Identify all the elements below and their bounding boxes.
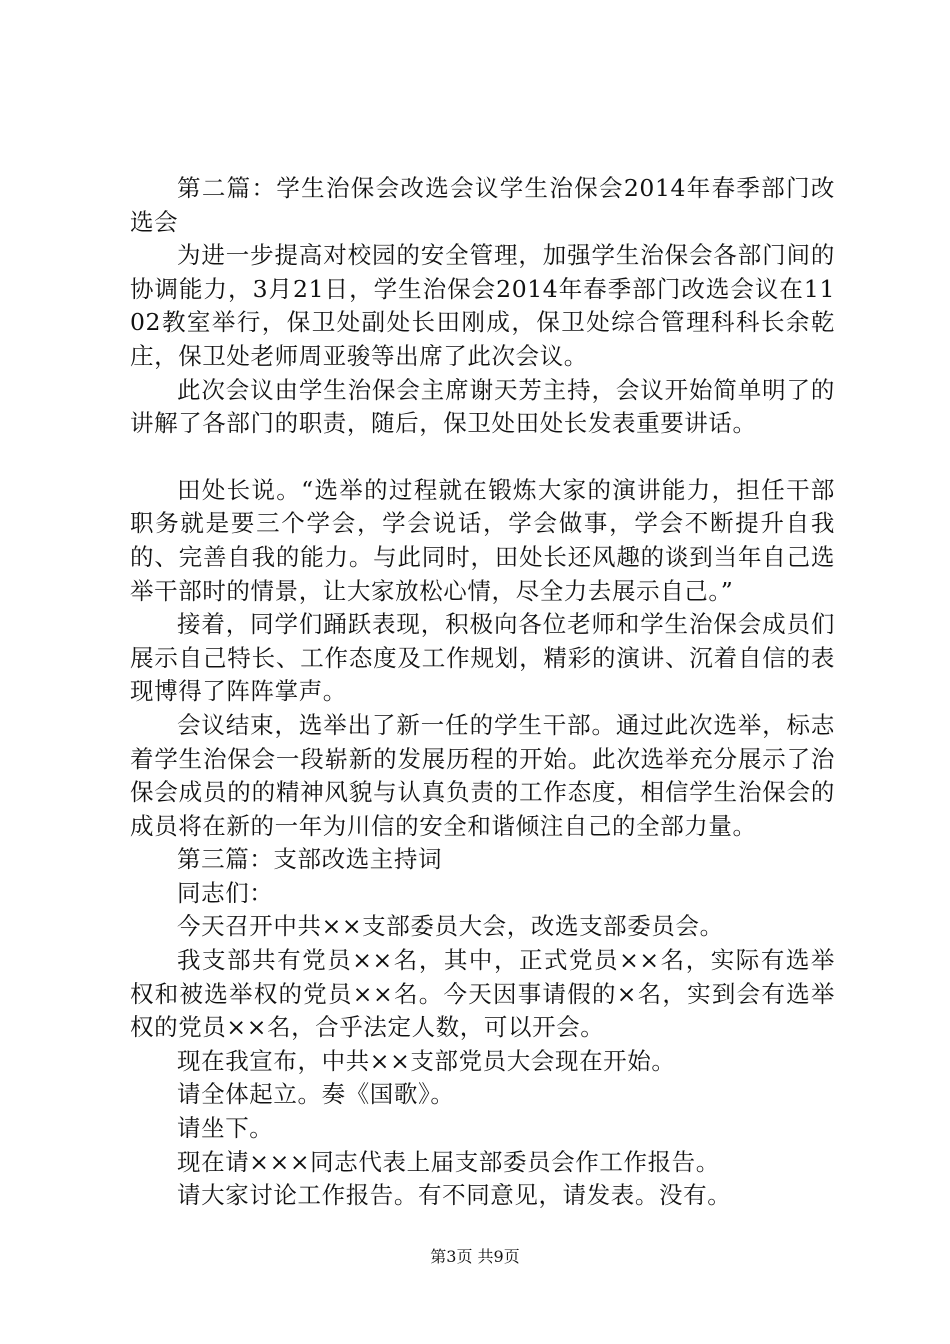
page-number-footer: 第3页 共9页	[430, 1247, 520, 1266]
paragraph-salutation: 同志们：	[177, 878, 274, 907]
paragraph: 我支部共有党员××名，其中，正式党员××名，实际有选举权和被选举权的党员××名。今天因事请假的×名，实到会有选举权的党员××名，合乎法定人数，可以开会。	[130, 946, 835, 1042]
paragraph: 此次会议由学生治保会主席谢天芳主持，会议开始简单明了的讲解了各部门的职责，随后，保卫处田处长发表重要讲话。	[130, 375, 835, 438]
paragraph: 现在我宣布，中共××支部党员大会现在开始。	[177, 1046, 676, 1075]
paragraph: 今天召开中共××支部委员大会，改选支部委员会。	[177, 912, 724, 941]
paragraph: 请全体起立。奏《国歌》。	[177, 1080, 455, 1109]
paragraph: 现在请×××同志代表上届支部委员会作工作报告。	[177, 1147, 720, 1176]
paragraph-section-3-title: 第三篇：支部改选主持词	[177, 845, 443, 874]
paragraph: 为进一步提高对校园的安全管理，加强学生治保会各部门间的协调能力，3月21日，学生治保会2014年春季部门改选会议在1102教室举行，保卫处副处长田刚成，保卫处综合管理科科长余乾庄，保卫处老师周亚骏等出席了此次会议。	[130, 241, 835, 370]
paragraph-section-2-title: 第二篇：学生治保会改选会议学生治保会2014年春季部门改选会	[130, 174, 835, 236]
paragraph: 请坐下。	[177, 1114, 274, 1143]
paragraph: 会议结束，选举出了新一任的学生干部。通过此次选举，标志着学生治保会一段崭新的发展历程的开始。此次选举充分展示了治保会成员的的精神风貌与认真负责的工作态度，相信学生治保会的成员将在新的一年为川信的安全和谐倾注自己的全部力量。	[130, 710, 835, 840]
document-body	[130, 172, 835, 1213]
paragraph: 请大家讨论工作报告。有不同意见，请发表。没有。	[177, 1181, 732, 1210]
paragraph: 田处长说。“选举的过程就在锻炼大家的演讲能力，担任干部职务就是要三个学会，学会说话，学会做事，学会不断提升自我的、完善自我的能力。与此同时，田处长还风趣的谈到当年自己选举干部时的情景，让大家放松心情，尽全力去展示自己。”	[130, 475, 835, 605]
paragraph: 接着，同学们踊跃表现，积极向各位老师和学生治保会成员们展示自己特长、工作态度及工作规划，精彩的演讲、沉着自信的表现博得了阵阵掌声。	[130, 610, 835, 706]
